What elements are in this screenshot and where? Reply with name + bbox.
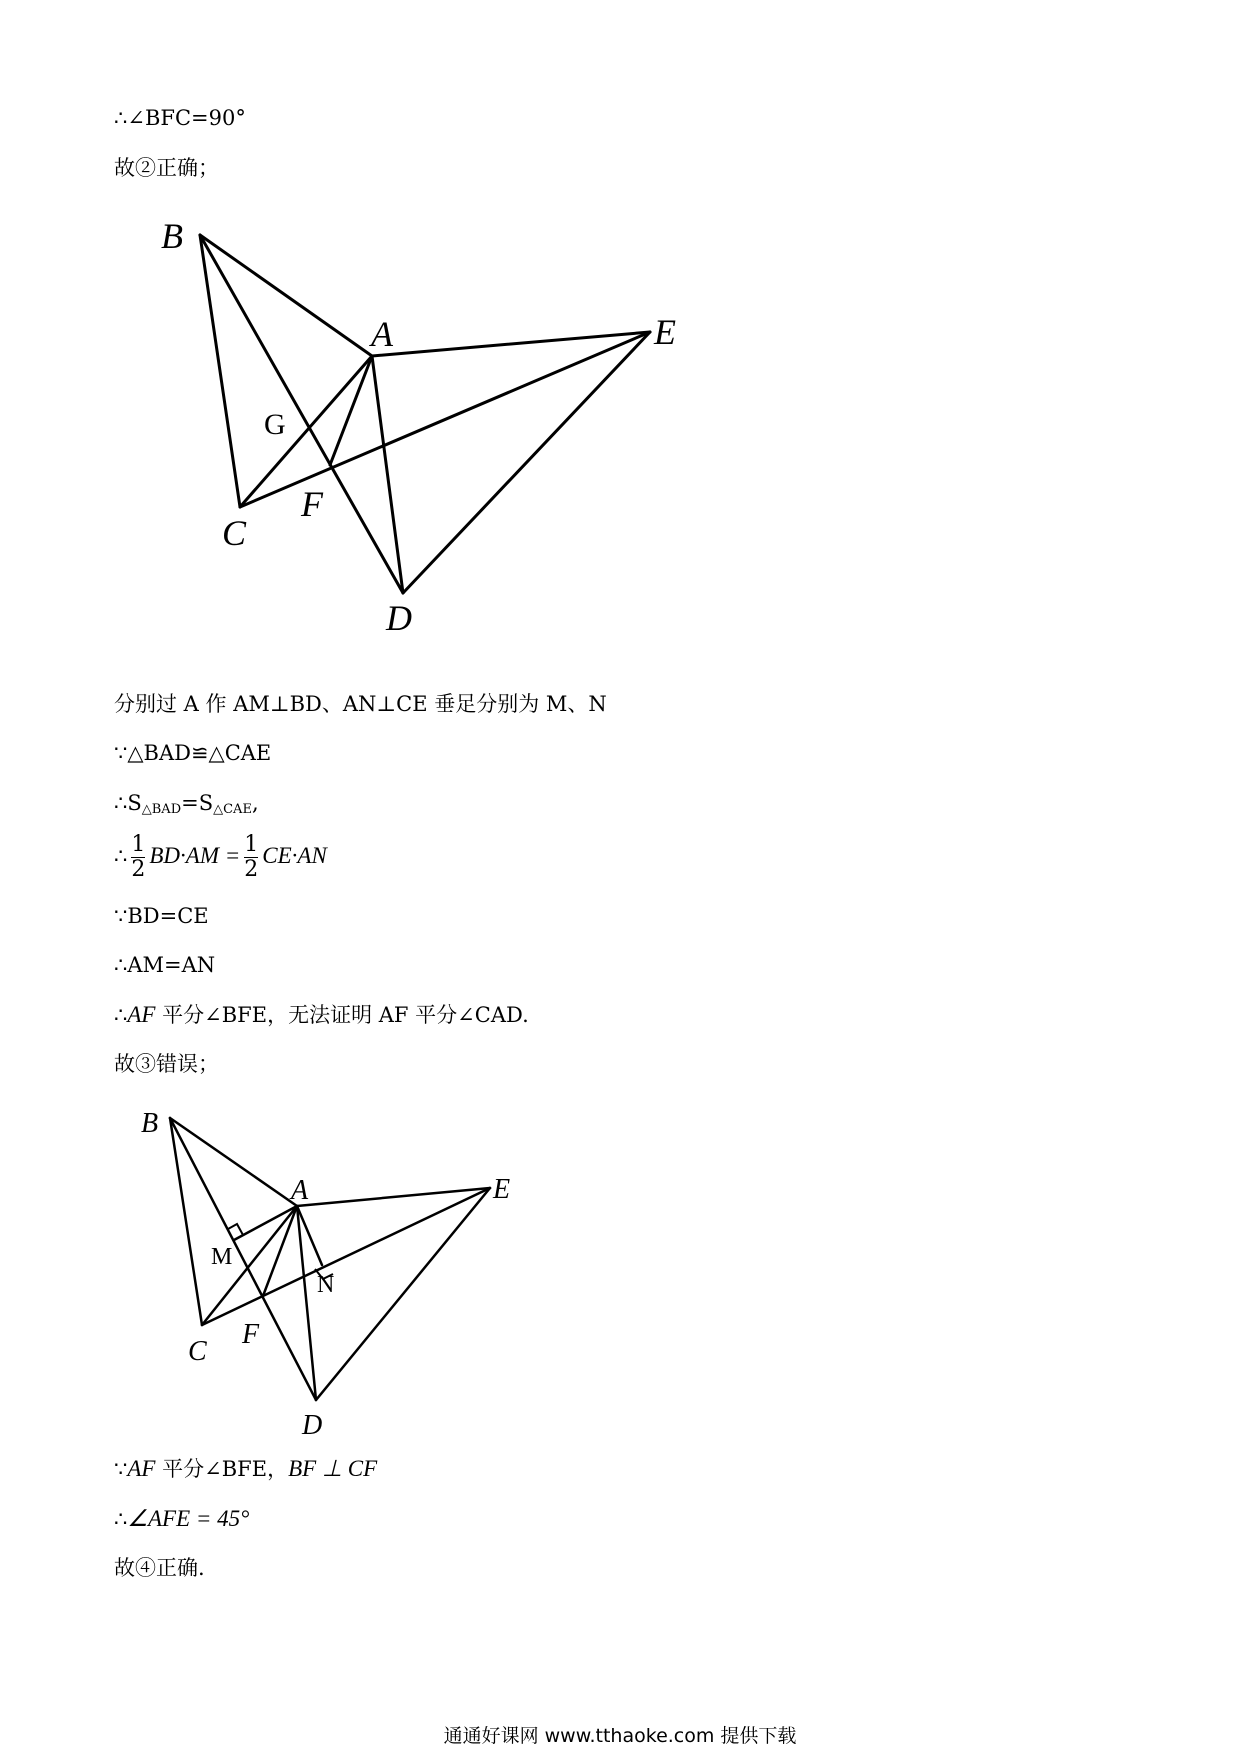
label-d: D [386,598,412,638]
label-g: G [264,408,286,441]
formula-line: ∴ $\frac{1}{2}$ BD·AM = $\frac{1}{2}$ CE·AN [114,832,327,882]
text-line: ∴∠AFE = 45° [114,1506,250,1531]
label-f: F [242,1319,260,1350]
label-c: C [188,1336,207,1367]
label-f: F [301,484,323,524]
label-a: A [371,314,393,354]
label-e: E [493,1174,511,1205]
label-e: E [654,312,676,352]
text-line: ∴AF 平分∠BFE，无法证明 AF 平分∠CAD. [114,1002,529,1027]
text-line: ∵AF 平分∠BFE，BF ⊥ CF [114,1456,378,1481]
page-footer: 通通好课网 www.tthaoke.com 提供下载 [443,1725,797,1747]
text-line: 故②正确； [114,156,219,180]
label-n: N [317,1272,335,1298]
text-line: $\therefore S_{\triangle BAD}=S_{\triangle CAE}$, [114,791,259,817]
label-b: B [141,1108,159,1139]
label-a: A [291,1175,309,1206]
label-b: B [161,216,183,256]
label-d: D [302,1410,323,1435]
text-line: ∵△BAD≌△CAE [114,741,272,765]
text-line: 故③错误； [114,1052,219,1076]
fraction-half: $\frac{1}{2}$ [244,832,259,882]
geometry-figure-2 [130,1095,550,1435]
geometry-figure-1 [130,200,750,640]
label-c: C [222,513,247,553]
text-line: 分别过 A 作 AM⊥BD、AN⊥CE 垂足分别为 M、N [114,692,607,716]
text-line: 故④正确. [114,1556,205,1580]
text-line: ∵BD=CE [114,904,209,928]
label-m: M [211,1244,233,1270]
text-line: ∴AM=AN [114,953,216,977]
text-line: ∴∠BFC=90° [114,106,246,130]
fraction-half: $\frac{1}{2}$ [131,832,146,882]
